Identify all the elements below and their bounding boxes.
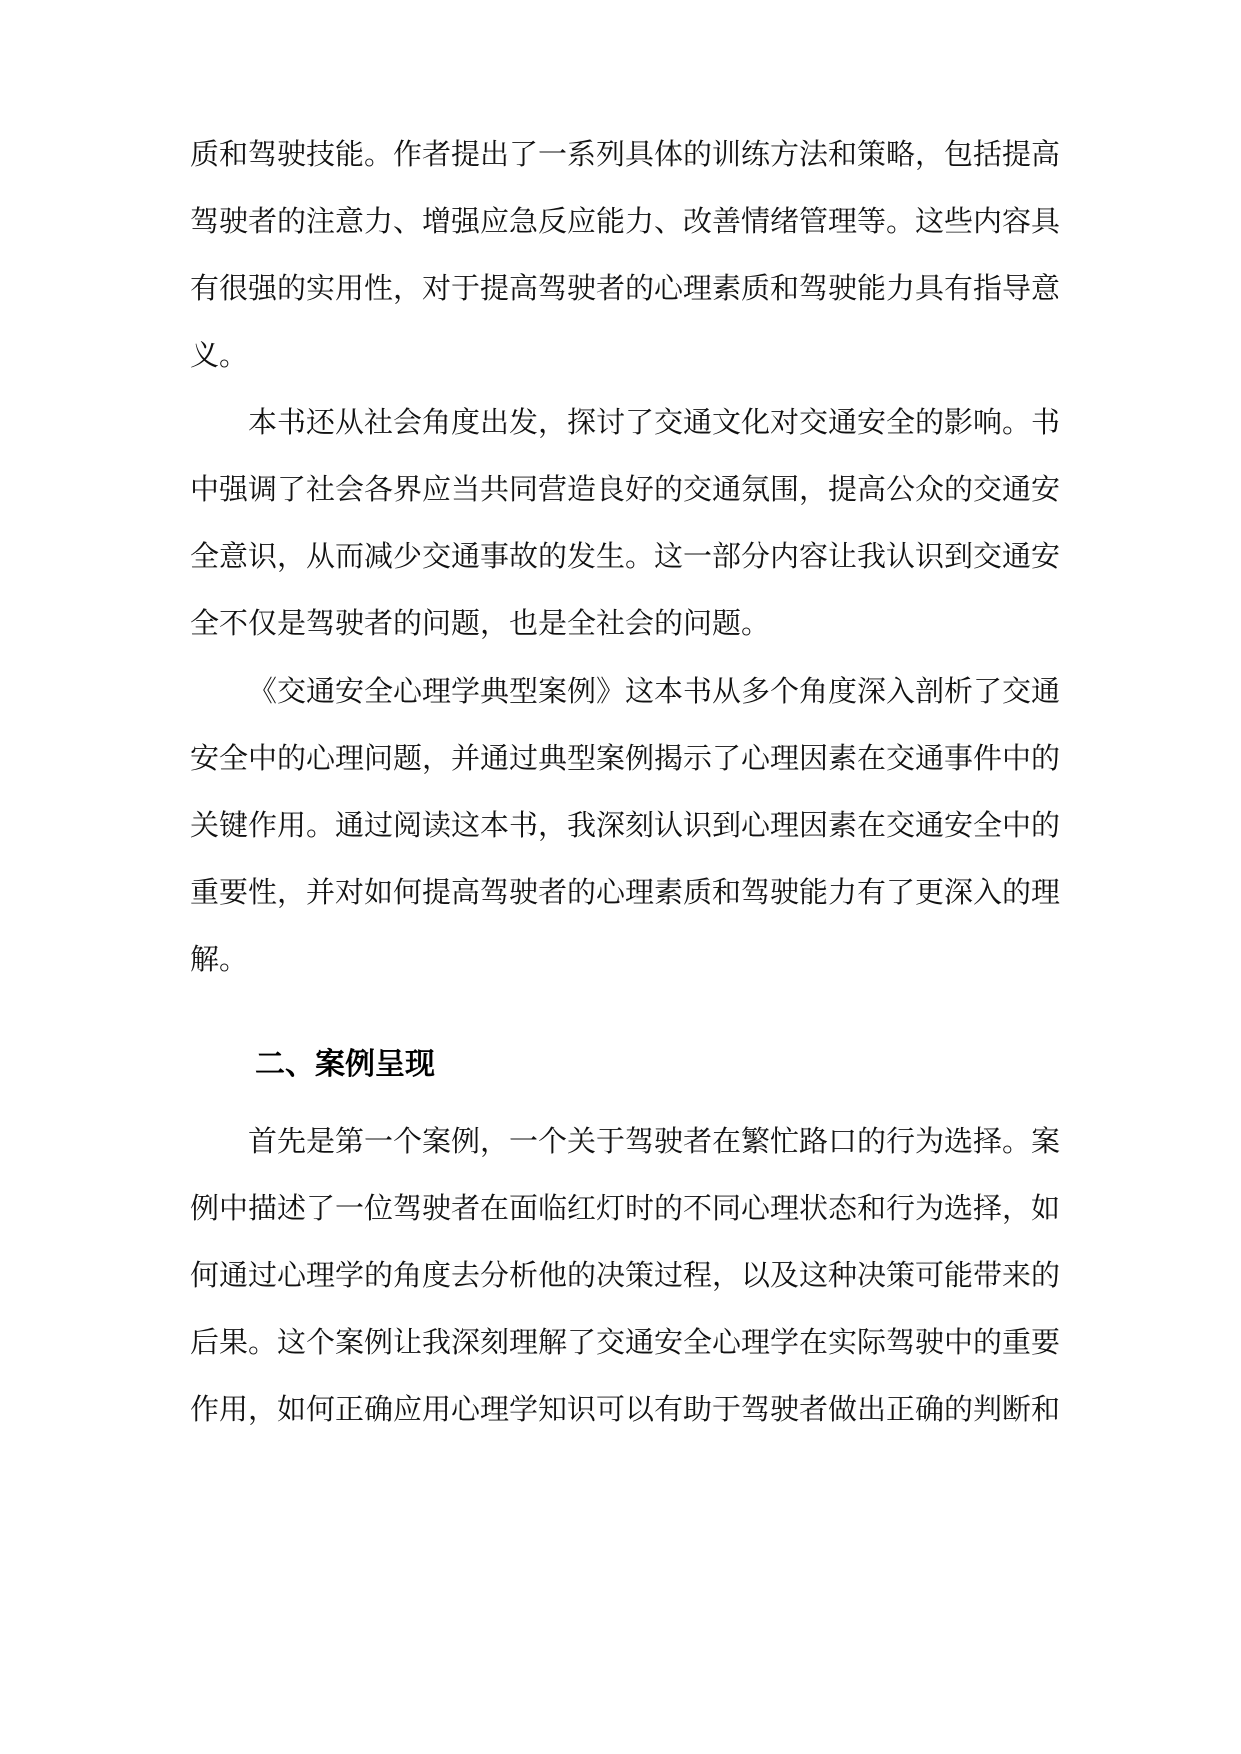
paragraph-2-line-1: 本书还从社会角度出发，探讨了交通文化对交通安全的影响。书 (248, 405, 1061, 439)
paragraph-3-line-1: 《交通安全心理学典型案例》这本书从多个角度深入剖析了交通 (248, 674, 1061, 708)
section-heading: 二、案例呈现 (255, 1047, 435, 1082)
paragraph-4-line-4: 后果。这个案例让我深刻理解了交通安全心理学在实际驾驶中的重要 (190, 1325, 1061, 1359)
paragraph-4-line-1: 首先是第一个案例，一个关于驾驶者在繁忙路口的行为选择。案 (248, 1124, 1061, 1158)
paragraph-4-line-2: 例中描述了一位驾驶者在面临红灯时的不同心理状态和行为选择，如 (190, 1191, 1061, 1225)
paragraph-3-line-2: 安全中的心理问题，并通过典型案例揭示了心理因素在交通事件中的 (190, 741, 1061, 775)
paragraph-1-line-2: 驾驶者的注意力、增强应急反应能力、改善情绪管理等。这些内容具 (190, 204, 1061, 238)
paragraph-1-line-3: 有很强的实用性，对于提高驾驶者的心理素质和驾驶能力具有指导意 (190, 271, 1061, 305)
paragraph-2-line-2: 中强调了社会各界应当共同营造良好的交通氛围，提高公众的交通安 (190, 472, 1061, 506)
paragraph-3-line-3: 关键作用。通过阅读这本书，我深刻认识到心理因素在交通安全中的 (190, 808, 1061, 842)
paragraph-2-line-3: 全意识，从而减少交通事故的发生。这一部分内容让我认识到交通安 (190, 539, 1061, 573)
paragraph-4-line-5: 作用，如何正确应用心理学知识可以有助于驾驶者做出正确的判断和 (190, 1392, 1061, 1426)
paragraph-1-line-1: 质和驾驶技能。作者提出了一系列具体的训练方法和策略，包括提高 (190, 137, 1061, 171)
paragraph-3-line-5: 解。 (190, 942, 249, 976)
paragraph-4-line-3: 何通过心理学的角度去分析他的决策过程，以及这种决策可能带来的 (190, 1258, 1061, 1292)
paragraph-3-line-4: 重要性，并对如何提高驾驶者的心理素质和驾驶能力有了更深入的理 (190, 875, 1061, 909)
paragraph-2-line-4: 全不仅是驾驶者的问题，也是全社会的问题。 (190, 606, 771, 640)
paragraph-1-line-4: 义。 (190, 338, 249, 372)
